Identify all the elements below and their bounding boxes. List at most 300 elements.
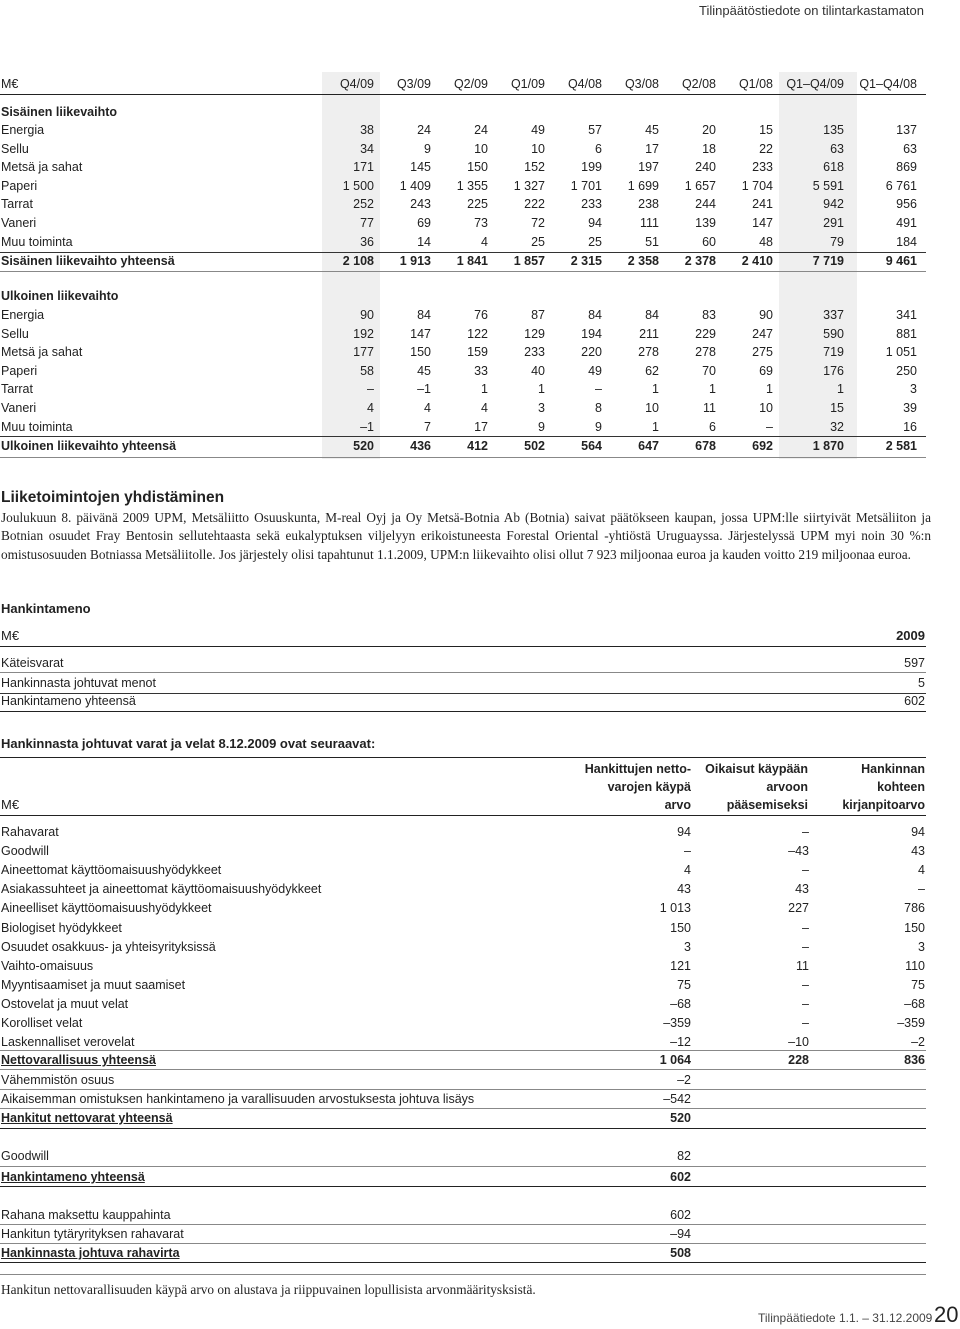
cell: 3 [910,382,917,397]
cell: 647 [638,439,659,453]
acquisition-cost-header [1,627,927,645]
cell: 2 108 [342,254,374,268]
cell: 73 [474,216,488,230]
cell: Q1/09 [510,77,545,91]
table-row [1,823,927,841]
cell: 145 [410,160,431,175]
cell: 1 701 [570,178,602,193]
cell: 9 [538,419,545,434]
cell: 1 913 [399,254,431,268]
cell: 34 [360,141,374,156]
row-label: M€ [1,77,19,91]
cell: 39 [903,401,917,415]
cell: 72 [531,216,545,230]
row-value: 508 [670,1246,691,1260]
cell: 48 [759,234,773,249]
value-fair: 3 [684,939,691,954]
table-row [1,899,927,917]
cell: 2 378 [684,254,716,268]
cell: 90 [360,308,374,322]
row-label: Hankitut nettovarat yhteensä [1,1111,173,1125]
cell: 869 [896,160,917,175]
cell: 15 [830,401,844,415]
col-head-line: kohteen [877,780,925,794]
assets-unit-row [1,796,927,814]
row-label: Hankinnasta johtuvat menot [1,676,156,690]
cell: 250 [896,363,917,378]
cell: 45 [417,363,431,378]
divider [0,1069,926,1070]
cell: 1 [652,419,659,434]
cell: 63 [903,141,917,156]
cell: 956 [896,197,917,212]
cell: 252 [353,197,374,212]
row-label: Laskennalliset verovelat [1,1035,135,1050]
table-row [0,418,960,436]
col-head-line: Oikaisut käypään [705,762,808,776]
row-label: Energia [1,123,45,137]
cell: 60 [702,234,716,249]
table-row [1,1071,927,1089]
cell: Q3/09 [396,77,431,91]
table-row [1,1014,927,1032]
cell: Q4/08 [567,77,602,91]
table-row [0,306,960,324]
value-book: 150 [904,920,925,935]
cell: 10 [531,141,545,156]
table-row [0,195,960,213]
divider [0,457,926,458]
cell: 1 [652,382,659,397]
table-row [1,674,927,692]
cell: 412 [467,439,488,453]
table-row [0,343,960,361]
footer-document-title: Tilinpäätiedote 1.1. – 31.12.2009 [758,1311,933,1325]
value-adjustment: – [802,996,809,1011]
value-adjustment: 228 [788,1053,809,1067]
table-row [0,121,960,139]
row-label: Hankinnasta johtuva rahavirta [1,1246,180,1260]
cell: 7 [424,419,431,434]
table-row [0,233,960,251]
value-book: 43 [911,844,925,859]
value-book: 836 [904,1053,925,1067]
row-value: –2 [677,1073,691,1087]
cell: – [367,382,374,397]
row-label: Hankintameno yhteensä [1,694,136,708]
cell: 1 409 [399,178,431,193]
value-book: 4 [918,863,925,878]
value-fair: 94 [677,825,691,839]
divider [0,94,926,95]
cell: 122 [467,326,488,341]
cell: 225 [467,197,488,212]
row-value: 597 [904,656,925,670]
row-label: Metsä ja sahat [1,160,83,175]
cell: 84 [417,308,431,322]
value-fair: 75 [677,977,691,992]
cell: 678 [695,439,716,453]
row-label: Paperi [1,363,38,378]
cell: 1 [709,382,716,397]
value-book: 75 [911,977,925,992]
cell: 38 [360,123,374,137]
cell: 9 [595,419,602,434]
cell: 241 [752,197,773,212]
cell: 17 [474,419,488,434]
cell: 150 [467,160,488,175]
divider [0,271,926,272]
cell: Q3/08 [624,77,659,91]
cell: 502 [524,439,545,453]
value-fair: 1 064 [659,1053,691,1067]
cell: 247 [752,326,773,341]
cell: 17 [645,141,659,156]
cell: 199 [581,160,602,175]
row-label: Aikaisemman omistuksen hankintameno ja varallisuuden arvostuksesta johtuva lisäys [1,1092,475,1106]
cell: 152 [524,160,545,175]
cell: 4 [367,401,374,415]
table-row [1,976,927,994]
divider [0,1166,926,1167]
footnote: Hankitun nettovarallisuuden käypä arvo on alustava ja riippuvainen lopullisista arvonmääritysksistä. [1,1282,536,1297]
value-book: 110 [905,958,925,973]
cell: 590 [823,326,844,341]
cell: 10 [474,141,488,156]
cell: 3 [538,401,545,415]
table-row [1,1225,927,1243]
table-row [1,1033,927,1051]
value-fair: –359 [663,1016,691,1030]
value-adjustment: –10 [788,1035,809,1050]
table-row [1,938,927,956]
cell: 2 358 [627,254,659,268]
value-adjustment: 43 [795,882,809,897]
row-value: 602 [670,1170,691,1184]
section-title-row [0,287,960,305]
cell: 171 [353,160,374,175]
cell: 90 [759,308,773,322]
cell: 2 410 [741,254,773,268]
cell: 8 [595,401,602,415]
cell: 94 [588,216,602,230]
document-header: Tilinpäätöstiedote on tilintarkastamaton [699,3,924,18]
cell: 618 [823,160,844,175]
row-value: –94 [670,1227,691,1241]
cell: 881 [896,326,917,341]
cell: 16 [903,419,917,434]
row-label: Hankitun tytäryrityksen rahavarat [1,1227,184,1241]
value-adjustment: – [802,939,809,954]
cell: 139 [695,216,716,230]
row-label: Ulkoinen liikevaihto yhteensä [1,439,177,453]
value-fair: –68 [670,996,691,1011]
table-row [0,380,960,398]
divider [0,1186,926,1187]
cell: 1 699 [627,178,659,193]
cell: 192 [353,326,374,341]
row-label: Rahana maksettu kauppahinta [1,1208,171,1222]
cell: 1 870 [812,439,844,453]
value-fair: 1 013 [659,901,691,916]
cell: 238 [638,197,659,212]
divider [0,1262,926,1263]
page-number: 20 [934,1302,959,1327]
table-row [0,399,960,417]
cell: 6 [709,419,716,434]
cell: 9 461 [885,254,917,268]
value-book: 786 [904,901,925,916]
cell: 24 [417,123,431,137]
cell: –1 [417,382,431,397]
cell: 4 [481,234,488,249]
cell: 1 657 [684,178,716,193]
cell: 147 [752,216,773,230]
row-label: Vaneri [1,216,37,230]
cell: 436 [410,439,431,453]
cell: 69 [759,363,773,378]
total-row [0,437,960,455]
table-row [1,692,927,710]
total-row [1,1051,927,1069]
cell: 57 [588,123,602,137]
value-fair: 150 [670,920,691,935]
cell: 692 [752,439,773,453]
row-value: –542 [663,1092,691,1106]
cell: 194 [581,326,602,341]
cell: –1 [360,419,374,434]
col-head-line: pääsemiseksi [726,798,808,812]
year-label: 2009 [896,628,925,643]
merger-section-title: Liiketoimintojen yhdistäminen [1,489,225,506]
cell: 20 [702,123,716,137]
cell: 25 [588,234,602,249]
cell: 22 [759,141,773,156]
divider [0,757,926,758]
unit-label: M€ [1,628,20,643]
cell: 176 [823,363,844,378]
table-row [0,158,960,176]
cell: 137 [896,123,917,137]
cell: – [766,419,773,434]
cell: Q4/09 [339,77,374,91]
value-fair: –12 [670,1035,691,1050]
cell: 79 [830,234,844,249]
cell: 49 [588,363,602,378]
cell: 69 [417,216,431,230]
row-label: Asiakassuhteet ja aineettomat käyttöomaisuushyödykkeet [1,882,322,897]
table-row [0,325,960,343]
cell: 1 [538,382,545,397]
cell: 275 [752,345,773,360]
cell: 6 [595,141,602,156]
value-adjustment: –43 [788,844,809,859]
table-row [0,177,960,195]
col-head-line: arvo [664,798,691,812]
row-label: Sellu [1,326,29,341]
cell: Q1–Q4/09 [786,77,844,91]
cell: 184 [896,234,917,249]
cell: 1 [766,382,773,397]
row-label: Ulkoinen liikevaihto [1,289,119,303]
cell: 233 [581,197,602,212]
quarterly-revenue-table [0,0,960,470]
cell: 10 [645,401,659,415]
cell: 33 [474,363,488,378]
row-value: 82 [677,1149,691,1163]
cell: 6 761 [885,178,917,193]
row-label: Tarrat [1,197,33,212]
row-label: Käteisvarat [1,656,64,670]
row-value: 520 [670,1111,691,1125]
col-head-line: Hankinnan [861,762,925,776]
cell: 2 315 [570,254,602,268]
cell: 45 [645,123,659,137]
cell: 51 [645,234,659,249]
col-head-line: Hankittujen netto- [584,762,691,776]
cell: 83 [702,308,716,322]
cell: 491 [896,216,917,230]
cell: 1 051 [885,345,917,360]
cell: 1 704 [741,178,773,193]
cell: Q1/08 [738,77,773,91]
row-value: 5 [918,676,925,690]
table-row [1,861,927,879]
cell: 341 [896,308,917,322]
row-label: Aineettomat käyttöomaisuushyödykkeet [1,863,222,878]
cell: 24 [474,123,488,137]
value-book: –359 [897,1016,925,1030]
cell: 520 [353,439,374,453]
value-adjustment: – [802,920,809,935]
cell: 25 [531,234,545,249]
assets-section-title: Hankinnasta johtuvat varat ja velat 8.12.2009 ovat seuraavat: [1,736,376,751]
cell: 49 [531,123,545,137]
cell: 11 [703,401,716,415]
row-label: Paperi [1,178,38,193]
col-head-line: varojen käypä [607,780,691,794]
cell: 135 [823,123,844,137]
cell: 62 [645,363,659,378]
value-fair: – [684,844,691,859]
row-label: Nettovarallisuus yhteensä [1,1053,156,1067]
table-row [1,654,927,672]
cell: 291 [823,216,844,230]
merger-paragraph: Joulukuun 8. päivänä 2009 UPM, Metsäliitto Osuuskunta, M-real Oyj ja Oy Metsä-Botnia Ab (Botnia) saivat päätökseen kaupan, jossa UPM:lle siirtyivät Metsäliiton ja Botnian osuudet Fray Bentosin sellutehtaasta sekä eukalyptuksen viljelyyn erikoistuneesta Forestal Oriental -yhtiöstä Uruguayssa. Järjestelyssä UPM myi noin 30 %:n omistusosuuden Botniassa Metsäliitolle. Jos järjestely olisi tapahtunut 1.1.2009, UPM:n liikevaihto olisi ollut 7 923 miljoonaa euroa ja kauden voitto 219 miljoonaa euroa. [1,510,931,562]
cell: 1 [481,382,488,397]
table-row [1,957,927,975]
cell: Q1–Q4/08 [859,77,917,91]
row-label: Hankintameno yhteensä [1,1170,145,1184]
cell: 1 355 [456,178,488,193]
table-row [1,880,927,898]
divider [0,1128,926,1129]
cell: 77 [360,216,374,230]
row-label: Sisäinen liikevaihto yhteensä [1,254,175,268]
cell: 14 [417,234,431,249]
total-row [1,1244,927,1262]
table-row [0,140,960,158]
cell: 942 [823,197,844,212]
cell: 1 500 [342,178,374,193]
table-row [1,919,927,937]
cell: 233 [524,345,545,360]
value-book: –68 [904,996,925,1011]
value-fair: 4 [684,863,691,878]
cell: 36 [360,234,374,249]
total-row [1,1168,927,1186]
cell: 229 [695,326,716,341]
table-row [1,1147,927,1165]
row-label: Osuudet osakkuus- ja yhteisyrityksissä [1,939,216,954]
value-book: – [918,882,925,897]
table-row [1,1090,927,1108]
cell: 111 [639,216,659,230]
row-label: Biologiset hyödykkeet [1,920,122,935]
row-label: Energia [1,308,45,322]
cell: 177 [353,345,374,360]
cell: 222 [524,197,545,212]
row-label: Muu toiminta [1,234,73,249]
cell: 211 [639,326,659,341]
table-row [0,362,960,380]
row-label: Sisäinen liikevaihto [1,105,118,119]
row-label: Ostovelat ja muut velat [1,996,129,1011]
value-adjustment: 227 [788,901,809,916]
cell: 40 [531,363,545,378]
cell: 58 [360,363,374,378]
cell: 564 [581,439,602,453]
row-label: Vaneri [1,401,37,415]
cell: 4 [481,401,488,415]
table-row [1,995,927,1013]
cell: 63 [830,141,844,156]
cell: 10 [759,401,773,415]
cell: 240 [695,160,716,175]
value-book: 3 [918,939,925,954]
row-label: Vaihto-omaisuus [1,958,94,973]
cell: – [595,382,602,397]
cell: 159 [467,345,488,360]
table-row [1,842,927,860]
cell: 150 [410,345,431,360]
cell: 1 841 [456,254,488,268]
row-label: Vähemmistön osuus [1,1073,115,1087]
row-label: Tarrat [1,382,33,397]
cell: Q2/09 [453,77,488,91]
value-adjustment: 11 [796,958,809,973]
cell: 70 [702,363,716,378]
col-head-line: arvoon [766,780,808,794]
cell: 129 [524,326,545,341]
cell: 719 [823,345,844,360]
row-label: Goodwill [1,844,49,859]
col-head-line: kirjanpitoarvo [842,798,925,812]
cell: 278 [638,345,659,360]
table-row [1,1206,927,1224]
cell: 18 [702,141,716,156]
row-label: Metsä ja sahat [1,345,83,360]
table-header-row [0,75,960,93]
value-adjustment: – [802,977,809,992]
cell: 15 [759,123,773,137]
total-row [0,252,960,270]
cell: 1 327 [513,178,545,193]
row-label: Rahavarat [1,825,59,839]
value-fair: 43 [677,882,691,897]
divider [0,815,926,816]
cell: 32 [830,419,844,434]
